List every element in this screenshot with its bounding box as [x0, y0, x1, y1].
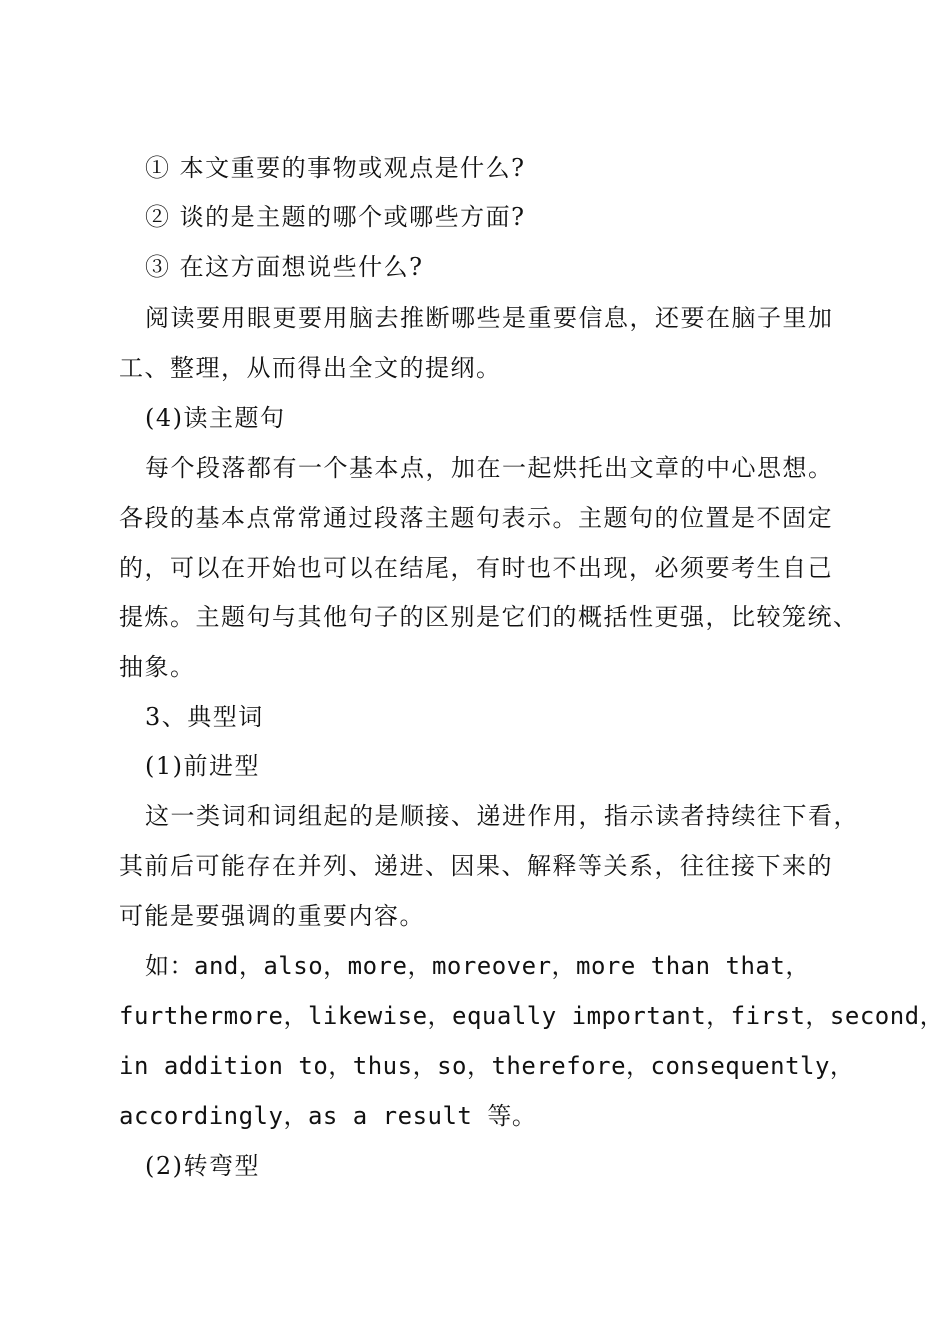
example-line: furthermore，likewise，equally important，first，second， — [119, 1002, 945, 1030]
subsection-heading: (1)前进型 — [145, 752, 260, 780]
paragraph-line: 阅读要用眼更要用脑去推断哪些是重要信息，还要在脑子里加 — [145, 304, 834, 332]
paragraph-line: 提炼。主题句与其他句子的区别是它们的概括性更强，比较笼统、 — [119, 603, 859, 631]
paragraph-line: 的，可以在开始也可以在结尾，有时也不出现，必须要考生自己 — [119, 554, 833, 582]
paragraph-line: 每个段落都有一个基本点，加在一起烘托出文章的中心思想。 — [145, 454, 834, 482]
section-heading: (4)读主题句 — [145, 404, 286, 432]
example-line: 如：and，also，more，moreover，more than that， — [145, 952, 810, 980]
subsection-heading: (2)转弯型 — [145, 1152, 260, 1180]
question-2: ② 谈的是主题的哪个或哪些方面? — [145, 203, 526, 231]
question-1: ① 本文重要的事物或观点是什么? — [145, 154, 526, 182]
paragraph-line: 这一类词和词组起的是顺接、递进作用，指示读者持续往下看， — [145, 802, 859, 830]
example-line: in addition to，thus，so，therefore，consequently， — [119, 1052, 855, 1080]
section-heading: 3、典型词 — [145, 703, 264, 731]
paragraph-line: 各段的基本点常常通过段落主题句表示。主题句的位置是不固定 — [119, 504, 833, 532]
paragraph-line: 可能是要强调的重要内容。 — [119, 902, 425, 930]
paragraph-line: 抽象。 — [119, 653, 196, 681]
paragraph-line: 其前后可能存在并列、递进、因果、解释等关系，往往接下来的 — [119, 852, 833, 880]
question-3: ③ 在这方面想说些什么? — [145, 253, 424, 281]
paragraph-line: 工、整理，从而得出全文的提纲。 — [119, 354, 502, 382]
example-line: accordingly，as a result 等。 — [119, 1102, 537, 1130]
